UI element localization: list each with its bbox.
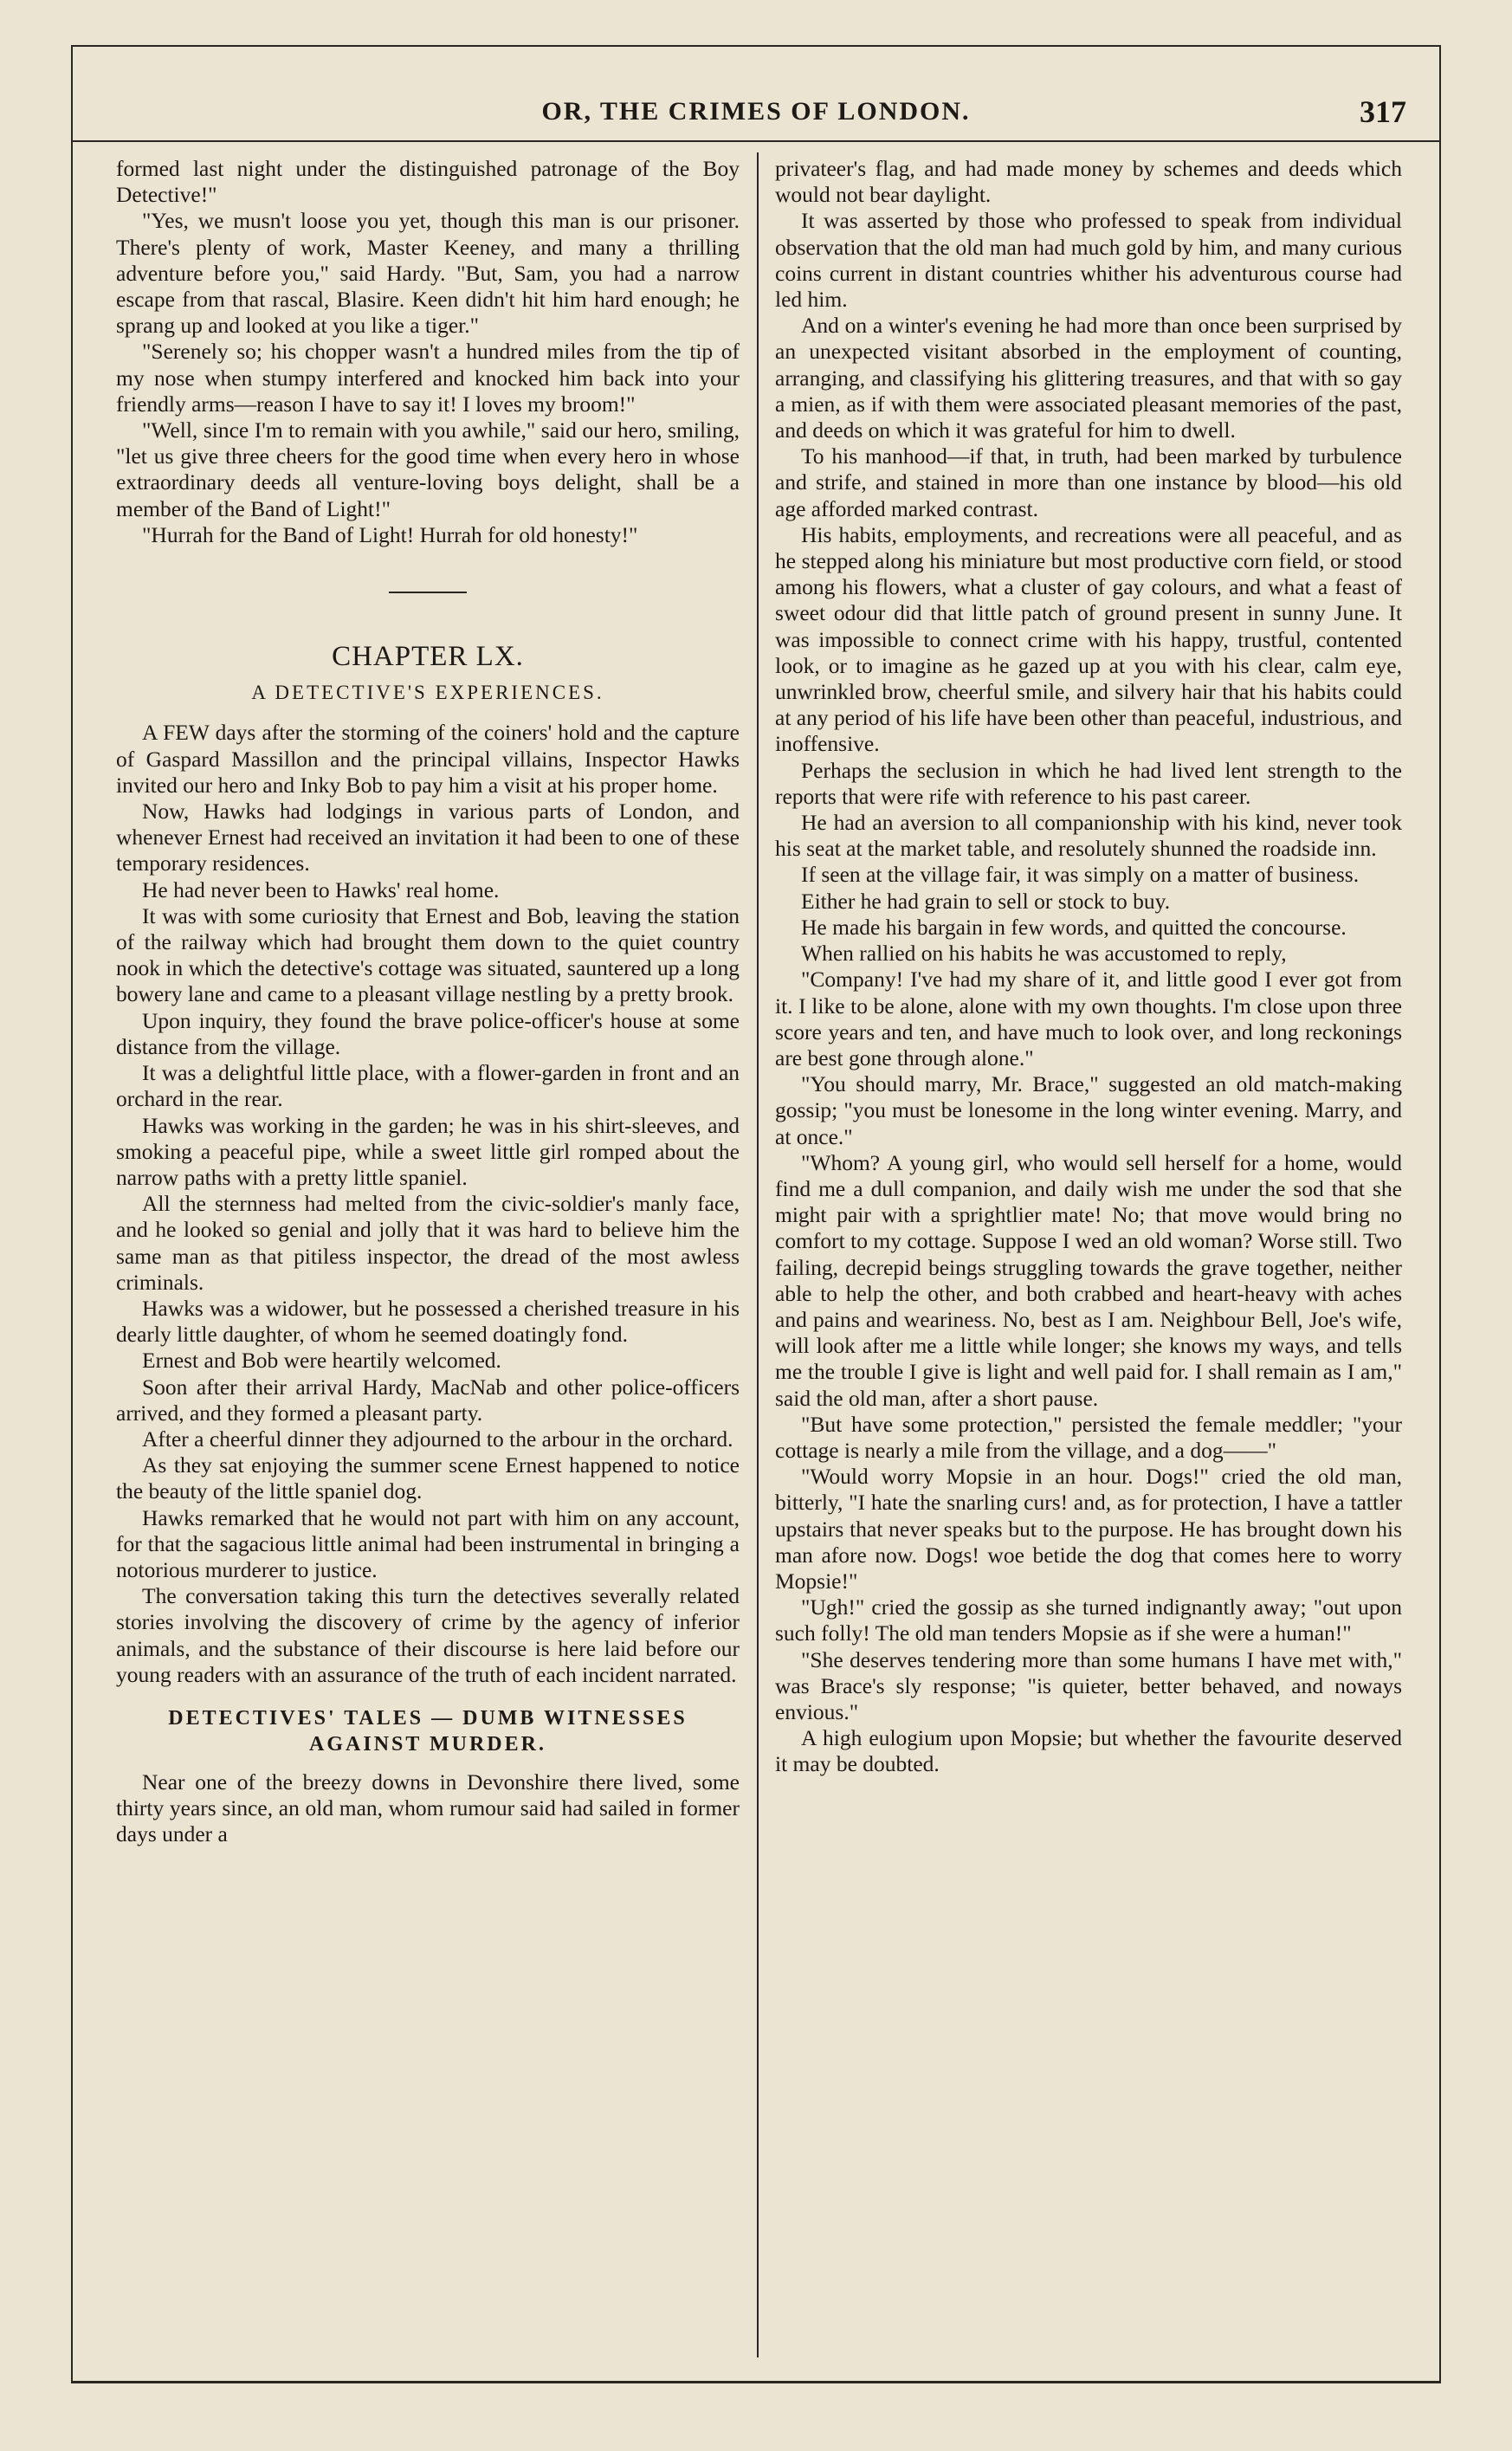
chapter-title: CHAPTER LX. — [332, 641, 524, 673]
column-divider — [757, 152, 759, 2357]
tales-heading: DETECTIVES' TALES — DUMB WITNESSES AGAINST MURDER. — [168, 1706, 688, 1756]
paragraph: Now, Hawks had lodgings in various parts of London, and whenever Ernest had received an invitation it had been to one of these temporary residences. — [116, 799, 740, 876]
paragraph: Soon after their arrival Hardy, MacNab and other police-officers arrived, and they formed a pleasant party. — [116, 1374, 740, 1426]
paragraph: "Serenely so; his chopper wasn't a hundred miles from the tip of my nose when stumpy interfered and knocked him back into your friendly arms—reason I have to say it! I loves my broom!" — [116, 339, 740, 417]
paragraph: When rallied on his habits he was accustomed to reply, — [801, 941, 1287, 967]
paragraph: After a cheerful dinner they adjourned to the arbour in the orchard. — [142, 1426, 733, 1452]
paragraph: Ernest and Bob were heartily welcomed. — [142, 1348, 501, 1374]
paragraph: "Whom? A young girl, who would sell herself for a home, would find me a dull companion, and daily wish me under the sod that she might pair with a sprightlier mate! No; that move would bring no comfort to my cottage. Suppose I wed an old woman? Worse still. Two failing, decrepid beings struggling towards the grave together, neither able to help the other, and both crabbed and heart-heavy with aches and pains and weariness. No, best as I am. Neighbour Bell, Joe's wife, will look after me a little while longer; she knows my ways, and tells me the trouble I give is light and well paid for. I shall remain as I am," said the old man, after a short pause. — [775, 1149, 1402, 1411]
paragraph: "Company! I've had my share of it, and little good I ever got from it. I like to be alone, alone with my own thoughts. I'm close upon three score years and ten, and have much to look over, and long reckonings are best gone through alone." — [775, 967, 1402, 1070]
header-rule — [71, 140, 1441, 142]
paragraph: A FEW days after the storming of the coiners' hold and the capture of Gaspard Massillon and the principal villains, Inspector Hawks invited our hero and Inky Bob to pay him a visit at his proper home. — [116, 720, 740, 798]
paragraph: He had an aversion to all companionship with his kind, never took his seat at the market table, and resolutely shunned the roadside inn. — [775, 810, 1402, 862]
page-number: 317 — [1360, 94, 1406, 129]
paragraph: "Well, since I'm to remain with you awhile," said our hero, smiling, "let us give three cheers for the good time when every hero in whose extraordinary deeds all venture-loving boys delight, shall be a member of the Band of Light!" — [116, 417, 740, 521]
section-divider — [389, 592, 467, 593]
paragraph: formed last night under the distinguished patronage of the Boy Detective!" — [116, 156, 740, 208]
left-column — [116, 156, 740, 2349]
paragraph: It was with some curiosity that Ernest and Bob, leaving the station of the railway which had brought them down to the quiet country nook in which the detective's cottage was situated, sauntered up a long bowery lane and came to a pleasant village nestling by a pretty brook. — [116, 902, 740, 1007]
page-header — [71, 90, 1441, 139]
page-content — [71, 45, 1441, 2383]
paragraph: All the sternness had melted from the civic-soldier's manly face, and he looked so genial and jolly that it was hard to believe him the same man as that pitiless inspector, the dread of the most awless criminals. — [116, 1191, 740, 1295]
paragraph: Hawks was a widower, but he possessed a cherished treasure in his dearly little daughter, of whom he seemed doatingly fond. — [116, 1295, 740, 1348]
paragraph: Hawks remarked that he would not part with him on any account, for that the sagacious little animal had been instrumental in bringing a notorious murderer to justice. — [116, 1504, 740, 1582]
paragraph: He had never been to Hawks' real home. — [142, 876, 500, 902]
paragraph: Upon inquiry, they found the brave police-officer's house at some distance from the village. — [116, 1007, 740, 1059]
paragraph: To his manhood—if that, in truth, had been marked by turbulence and strife, and stained in more than one instance by blood—his old age afforded marked contrast. — [775, 443, 1402, 521]
paragraph: And on a winter's evening he had more than once been surprised by an unexpected visitant absorbed in the employment of counting, arranging, and classifying his glittering treasures, and that with so gay a mien, as if with them were associated pleasant memories of the past, and deeds on which it was grateful for him to dwell. — [775, 313, 1402, 443]
paragraph: "You should marry, Mr. Brace," suggested an old match-making gossip; "you must be lonesome in the long winter evening. Marry, and at once." — [775, 1071, 1402, 1149]
paragraph: Near one of the breezy downs in Devonshire there lived, some thirty years since, an old man, whom rumour said had sailed in former days under a — [116, 1769, 740, 1847]
paragraph: privateer's flag, and had made money by schemes and deeds which would not bear daylight. — [775, 156, 1402, 208]
paragraph: Either he had grain to sell or stock to buy. — [801, 888, 1171, 914]
paragraph: It was asserted by those who professed to speak from individual observation that the old man had much gold by him, and many curious coins current in distant countries whither his adventurous course had led him. — [775, 208, 1402, 313]
chapter-subtitle: A DETECTIVE'S EXPERIENCES. — [251, 682, 604, 704]
paragraph: It was a delightful little place, with a flower-garden in front and an orchard in the rear. — [116, 1060, 740, 1112]
right-column — [775, 156, 1402, 2349]
paragraph: "Hurrah for the Band of Light! Hurrah for old honesty!" — [142, 521, 638, 547]
paragraph: Perhaps the seclusion in which he had lived lent strength to the reports that were rife with reference to his past career. — [775, 757, 1402, 809]
paragraph: "Yes, we musn't loose you yet, though this man is our prisoner. There's plenty of work, Master Keeney, and many a thrilling adventure before you," said Hardy. "But, Sam, you had a narrow escape from that rascal, Blasire. Keen didn't hit him hard enough; he sprang up and looked at you like a tiger." — [116, 208, 740, 339]
paragraph: The conversation taking this turn the detectives severally related stories involving the discovery of crime by the agency of inferior animals, and the substance of their discourse is here laid before our young readers with an assurance of the truth of each incident narrated. — [116, 1583, 740, 1687]
paragraph: He made his bargain in few words, and quitted the concourse. — [801, 914, 1347, 940]
paragraph: Hawks was working in the garden; he was in his shirt-sleeves, and smoking a peaceful pipe, while a sweet little girl romped about the narrow paths with a pretty little spaniel. — [116, 1112, 740, 1190]
running-title: OR, THE CRIMES OF LONDON. — [541, 97, 971, 126]
paragraph: "But have some protection," persisted the female meddler; "your cottage is nearly a mile from the village, and a dog——" — [775, 1411, 1402, 1463]
paragraph: As they sat enjoying the summer scene Ernest happened to notice the beauty of the little spaniel dog. — [116, 1452, 740, 1504]
paragraph: If seen at the village fair, it was simply on a matter of business. — [801, 862, 1360, 888]
paragraph: "Ugh!" cried the gossip as she turned indignantly away; "out upon such folly! The old man tenders Mopsie as if she were a human!" — [775, 1594, 1402, 1646]
paragraph: "She deserves tendering more than some humans I have met with," was Brace's sly response; "is quieter, better behaved, and noways envious." — [775, 1646, 1402, 1724]
paragraph: "Would worry Mopsie in an hour. Dogs!" cried the old man, bitterly, "I hate the snarling curs! and, as for protection, I have a tattler upstairs that never speaks but to the purpose. He has brought down his man afore now. Dogs! woe betide the dog that comes here to worry Mopsie!" — [775, 1464, 1402, 1594]
paragraph: His habits, employments, and recreations were all peaceful, and as he stepped along his miniature but most productive corn field, or stood among his flowers, what a cluster of gay colours, and what a feast of sweet odour did that little patch of ground present in sunny June. It was impossible to connect crime with his happy, trustful, contented look, or to imagine as he gazed up at you with his clear, calm eye, unwrinkled brow, cheerful smile, and silvery hair that his habits could at any period of his life have been other than peaceful, industrious, and inoffensive. — [775, 521, 1402, 757]
paragraph: A high eulogium upon Mopsie; but whether the favourite deserved it may be doubted. — [775, 1725, 1402, 1777]
